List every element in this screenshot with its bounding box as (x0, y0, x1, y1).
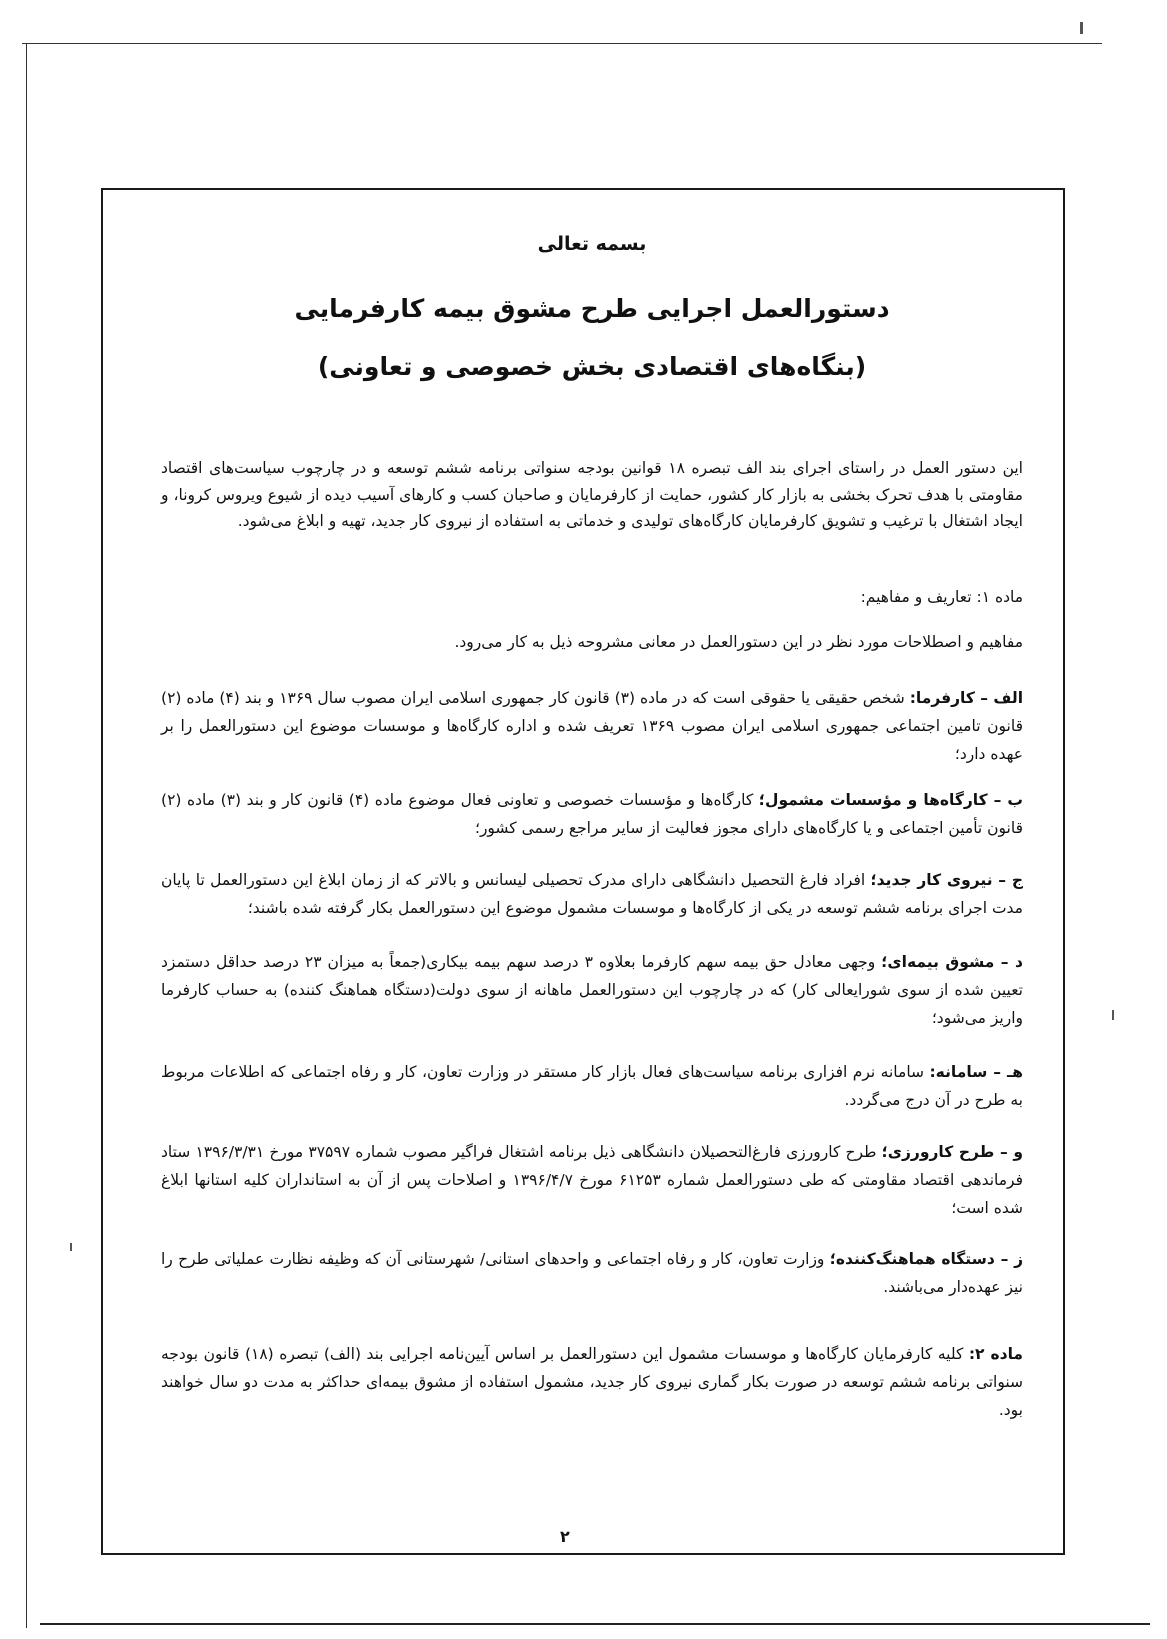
article-1-heading: ماده ۱: تعاریف و مفاهیم: (860, 588, 1023, 606)
definition-workshops (161, 786, 1023, 842)
definition-term: ب – کارگاه‌ها و مؤسسات مشمول؛ (758, 791, 1023, 809)
page-number: ۲ (560, 1527, 570, 1546)
definition-text: افراد فارغ التحصیل دانشگاهی دارای مدرک تحصیلی لیسانس و بالاتر که از زمان ابلاغ این دستورالعمل تا پایان مدت اجرای برنامه ششم توسعه در یکی از کارگاه‌ها و موسسات مشمول موضوع این دستورالعمل بکار گرفته شده باشند؛ (161, 871, 1023, 917)
scan-speck (1080, 22, 1083, 34)
document-subtitle: (بنگاه‌های اقتصادی بخش خصوصی و تعاونی) (317, 352, 867, 381)
definition-text: طرح کارورزی فارغ‌التحصیلان دانشگاهی ذیل برنامه اشتغال فراگیر مصوب شماره ۳۷۵۹۷ مورخ ۱۳۹۶/۳/۳۱ ستاد فرماندهی اقتصاد مقاومتی که طی دستورالعمل شماره ۶۱۲۵۳ مورخ ۱۳۹۶/۴/۷ و اصلاحات پس از آن به استانداران کلیه استانها ابلاغ شده است؛ (161, 1143, 1024, 1217)
definition-new-workforce (161, 866, 1023, 922)
article-2-text: کلیه کارفرمایان کارگاه‌ها و موسسات مشمول این دستورالعمل بر اساس آیین‌نامه اجرایی بند (الف) تبصره (۱۸) قانون بودجه سنواتی برنامه ششم توسعه در صورت بکار گماری نیروی کار جدید، مشمول استفاده از مشوق بیمه‌ای حداکثر به مدت دو سال خواهند بود. (161, 1345, 1023, 1419)
definition-text: شخص حقیقی یا حقوقی است که در ماده (۳) قانون کار جمهوری اسلامی ایران مصوب سال ۱۳۶۹ و بند (۴) ماده (۲) قانون تامین اجتماعی جمهوری اسلامی ایران مصوب ۱۳۶۹ تعریف شده و اداره کارگاه‌ها و موسسات موضوع این دستورالعمل را بر عهده دارد؛ (161, 689, 1023, 763)
salutation: بسمه تعالی (537, 233, 647, 255)
definition-internship-plan (161, 1138, 1023, 1222)
definition-text: سامانه نرم افزاری برنامه سیاست‌های فعال بازار کار مستقر در وزارت تعاون، کار و رفاه اجتماعی که اطلاعات مربوط به طرح در آن درج می‌گردد. (161, 1063, 1023, 1109)
definition-system (161, 1058, 1023, 1114)
definition-coordinating-body (161, 1245, 1023, 1301)
concepts-intro: مفاهیم و اصطلاحات مورد نظر در این دستورالعمل در معانی مشروحه ذیل به کار می‌رود. (454, 633, 1023, 651)
definition-text: کارگاه‌ها و مؤسسات خصوصی و تعاونی فعال موضوع ماده (۴) قانون کار و بند (۳) ماده (۲) قانون تأمین اجتماعی و یا کارگاه‌های دارای مجوز فعالیت از سایر مراجع رسمی کشور؛ (161, 791, 1023, 837)
intro-paragraph: این دستور العمل در راستای اجرای بند الف تبصره ۱۸ قوانین بودجه سنواتی برنامه ششم توسعه و در چارچوب سیاست‌های اقتصاد مقاومتی با هدف تحرک بخشی به بازار کار کشور، حمایت از کارفرمایان و صاحبان کسب و کارهای آسیب دیده از شیوع ویروس کرونا، و ایجاد اشتغال با ترغیب و تشویق کارفرمایان کارگاه‌های تولیدی و خدماتی به استفاده از نیروی کار جدید، تهیه و ابلاغ می‌شود. (161, 459, 1023, 530)
scan-border-top (22, 43, 1102, 44)
definition-term: ج – نیروی کار جدید؛ (870, 871, 1023, 889)
definition-term: ز – دستگاه هماهنگ‌کننده؛ (829, 1250, 1024, 1268)
document-frame (101, 188, 1065, 1555)
definition-text: وزارت تعاون، کار و رفاه اجتماعی و واحدهای استانی/ شهرستانی آن که وظیفه نظارت عملیاتی طرح را نیز عهده‌دار می‌باشند. (161, 1250, 1023, 1296)
scan-border-bottom (40, 1623, 1150, 1625)
scan-border-left (26, 43, 27, 1628)
definition-term: د – مشوق بیمه‌ای؛ (881, 953, 1023, 971)
scan-speck (1112, 1010, 1114, 1020)
definition-text: وجهی معادل حق بیمه سهم کارفرما بعلاوه ۳ درصد سهم بیمه بیکاری(جمعاً به میزان ۲۳ درصد حداقل دستمزد تعیین شده از سوی شورایعالی کار) که در چارچوب این دستورالعمل ماهانه از سوی دولت(دستگاه هماهنگ کننده) به حساب کارفرما واریز می‌شود؛ (161, 953, 1023, 1027)
definition-employer (161, 684, 1023, 768)
document-content (161, 190, 1023, 1553)
document-title: دستورالعمل اجرایی طرح مشوق بیمه کارفرمایی (294, 294, 890, 323)
definition-term: الف – کارفرما: (909, 689, 1024, 707)
article-2-term: ماده ۲: (968, 1345, 1024, 1363)
definition-term: و – طرح کارورزی؛ (881, 1143, 1023, 1161)
scan-speck (70, 1243, 72, 1251)
definition-insurance-incentive (161, 948, 1023, 1032)
definition-term: هـ – سامانه: (929, 1063, 1023, 1081)
article-2 (161, 1340, 1023, 1424)
